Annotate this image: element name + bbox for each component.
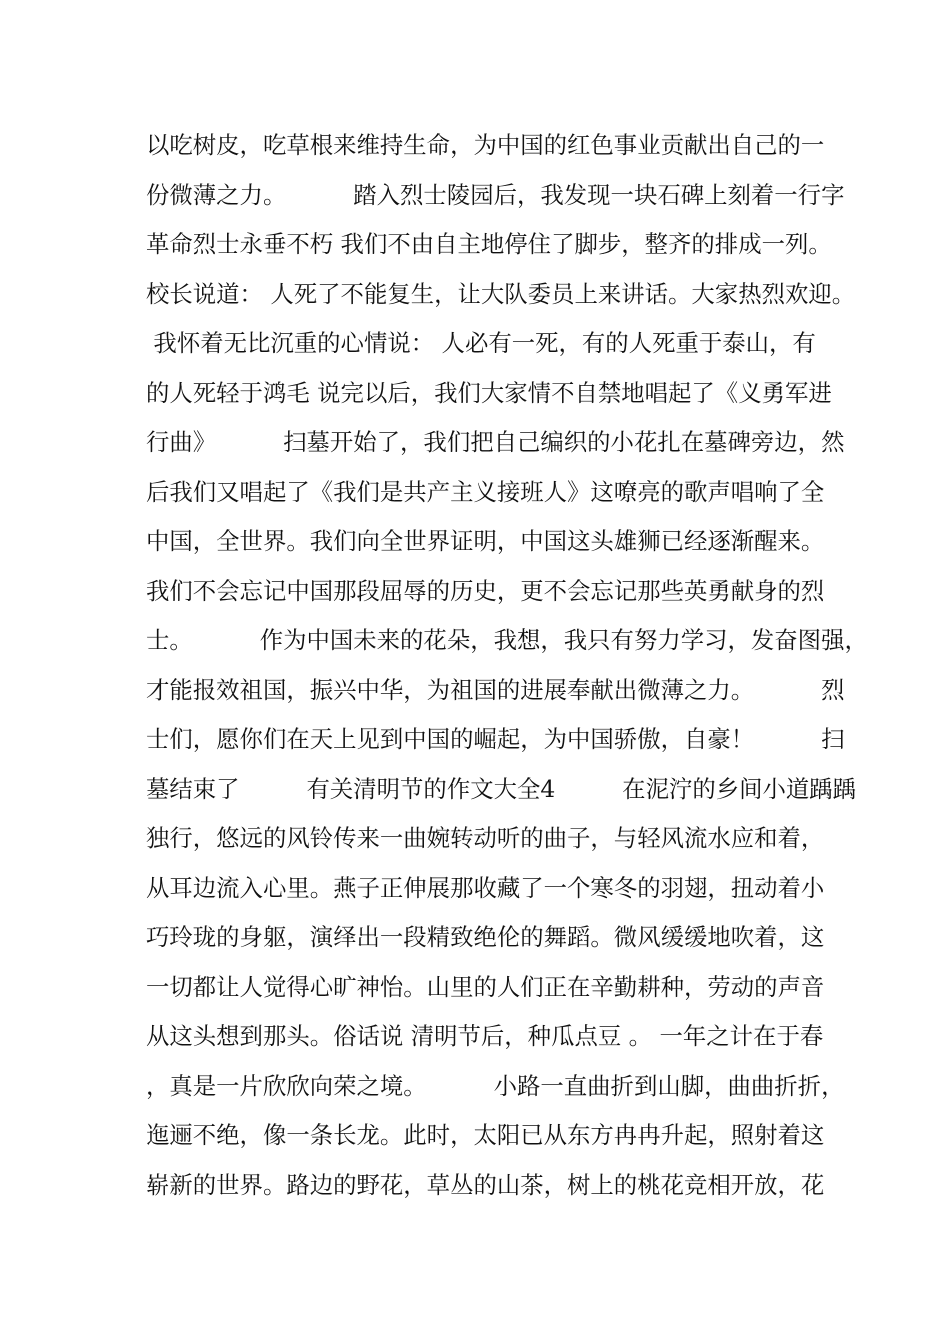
text-line: 士们，愿你们在天上见到中国的崛起，为中国骄傲，自豪！ 扫 — [146, 725, 845, 753]
text-line: 迤逦不绝，像一条长龙。此时，太阳已从东方冉冉升起，照射着这 — [146, 1121, 825, 1149]
text-line: 革命烈士永垂不朽 我们不由自主地停住了脚步，整齐的排成一列。 — [146, 230, 832, 258]
text-line: 一切都让人觉得心旷神怡。山里的人们正在辛勤耕种，劳动的声音 — [146, 972, 825, 1001]
text-line: 以吃树皮，吃草根来维持生命，为中国的红色事业贡献出自己的一 — [146, 131, 825, 159]
text-line: 独行，悠远的风铃传来一曲婉转动听的曲子，与轻风流水应和着， — [146, 824, 825, 852]
text-line: 巧玲珑的身躯，演绎出一段精致绝伦的舞蹈。微风缓缓地吹着，这 — [146, 923, 825, 951]
text-line: 从耳边流入心里。燕子正伸展那收藏了一个寒冬的羽翅，扭动着小 — [146, 873, 825, 902]
text-line: 我们不会忘记中国那段屈辱的历史，更不会忘记那些英勇献身的烈 — [146, 576, 825, 605]
text-line: 行曲》 扫墓开始了，我们把自己编织的小花扎在墓碑旁边，然 — [146, 428, 845, 456]
text-line: 校长说道： 人死了不能复生，让大队委员上来讲话。大家热烈欢迎。 — [146, 279, 856, 308]
text-line: 才能报效祖国，振兴中华，为祖国的进展奉献出微薄之力。 烈 — [146, 675, 845, 704]
text-line: ，真是一片欣欣向荣之境。 小路一直曲折到山脚，曲曲折折， — [146, 1071, 845, 1100]
essay-body — [146, 127, 868, 1216]
text-line: 后我们又唱起了《我们是共产主义接班人》这嘹亮的歌声唱响了全 — [146, 477, 825, 506]
text-line: 我怀着无比沉重的心情说： 人必有一死，有的人死重于泰山，有 — [146, 329, 816, 357]
text-line: 的人死轻于鸿毛 说完以后，我们大家情不自禁地唱起了《义勇军进 — [146, 378, 832, 407]
text-line: 中国，全世界。我们向全世界证明，中国这头雄狮已经逐渐醒来。 — [146, 527, 825, 555]
text-line: 份微薄之力。 踏入烈士陵园后，我发现一块石碑上刻着一行字 — [146, 180, 845, 209]
text-line: 从这头想到那头。俗话说 清明节后，种瓜点豆 。 一年之计在于春 — [146, 1022, 824, 1050]
text-line: 墓结束了 有关清明节的作文大全4 在泥泞的乡间小道踽踽 — [146, 774, 857, 803]
text-line: 崭新的世界。路边的野花，草丛的山茶，树上的桃花竞相开放，花 — [146, 1170, 825, 1199]
text-line: 士。 作为中国未来的花朵，我想，我只有努力学习，发奋图强， — [146, 626, 868, 654]
